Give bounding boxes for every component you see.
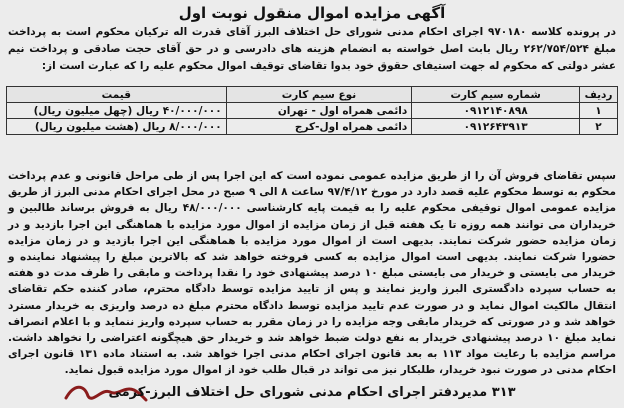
notice-title: آگهی مزایده اموال منقول نوبت اول [178,4,446,22]
cell-sim-type: دائمی همراه اول - تهران [226,103,412,119]
cell-price: ۸/۰۰۰/۰۰۰ ریال (هشت میلیون ریال) [7,119,227,135]
table-header-row [7,87,618,103]
cell-sim-type: دائمی همراه اول-کرج [226,119,412,135]
cell-row-number: ۲ [580,119,618,135]
cell-row-number: ۱ [580,103,618,119]
column-header-row-number: ردیف [580,87,618,103]
cell-price: ۴۰/۰۰۰/۰۰۰ ریال (چهل میلیون ریال) [7,103,227,119]
table-row [7,119,618,135]
column-header-sim-number: شماره سیم کارت [412,87,580,103]
table-row [7,103,618,119]
notice-intro: در پرونده کلاسه ۹۷۰۱۸۰ اجرای احکام مدنی شورای حل اختلاف البرز آقای قدرت اله ترکیان محکوم است به پرداخت مبلغ ۲۶۲/۷۵۴/۵۲۴ ریال بابت اصل خواسته به انضمام هزینه های دادرسی و در حق آقای حجت صادقی و پرداخت نیم عشر دولتی که محکوم له جهت استیفای حقوق خود بدوا تقاضای توقیف اموال محکوم علیه را که عبارت است از: [8,26,616,72]
cell-sim-number: ۰۹۱۲۶۴۳۹۱۳ [412,119,580,135]
column-header-price: قیمت [7,87,227,103]
notice-body: سپس تقاضای فروش آن را از طریق مزایده عمومی نموده است که این اجرا پس از طی مراحل قانونی و عدم پرداخت محکوم به توسط محکوم علیه قصد دارد در مورخ ۹۷/۴/۱۲ ساعت ۸ الی ۹ صبح در محل اجرای احکام مدنی البرز از طریق مزایده عمومی اموال توقیفی محکوم علیه را به قیمت پایه کارشناسی ۴۸/۰۰۰/۰۰۰ ریال به فروش برساند طالبین و خریداران می توانند همه روزه تا یک هفته قبل از زمان مزایده از اموال مورد مزایده با هماهنگی این اجرا بازدید و در زمان مزایده حضور شرکت نمایند. بدیهی است از اموال مورد مزایده با هماهنگی این اجرا بازدید و در زمان مزایده حضورا شرکت نمایند. بدیهی است اموال مزایده به کسی فروخته خواهد شد که بالاترین مبلغ را پیشنهاد نماینده و خریدار می بایستی و خریدار می بایستی مبلغ ۱۰ درصد پیشنهادی خود را نقدا پرداخت و مابقی را ظرف مدت دو هفته به حساب سپرده دادگستری البرز واریز نمایند و پس از تایید مزایده توسط دادگاه محترم، صادر کننده حکم تقاضای انتقال مالکیت اموال نماید و در صورت عدم تایید مزایده توسط دادگاه محترم مبلغ ده درصد واریزی به خریدار مسترد خواهد شد و در صورتی که خریدار مابقی وجه مزایده را در زمان مقرر به حساب سپرده واریز ننماید و با اعلام انصراف نماید مبلغ ۱۰ درصد پیشنهادی خریدار به نفع دولت ضبط خواهد شد و خریدار حق هیچگونه اعتراضی را نخواهد داشت. مراسم مزایده با رعایت مواد ۱۱۳ به بعد قانون اجرای احکام مدنی اجرا خواهد شد. به استناد ماده ۱۳۱ قانون اجرای احکام مدنی در صورت نبود خریدار، طلبکار نیز می تواند در قبال طلب خود از اموال مورد مزایده قبول نماید. [8,170,617,377]
cell-sim-number: ۰۹۱۲۱۴۰۸۹۸ [412,103,580,119]
notice-signature: ۳۱۳ مدیردفتر اجرای احکام مدنی شورای حل اختلاف البرز-کرمی [108,385,516,400]
column-header-sim-type: نوع سیم کارت [226,87,412,103]
property-table [6,86,618,135]
